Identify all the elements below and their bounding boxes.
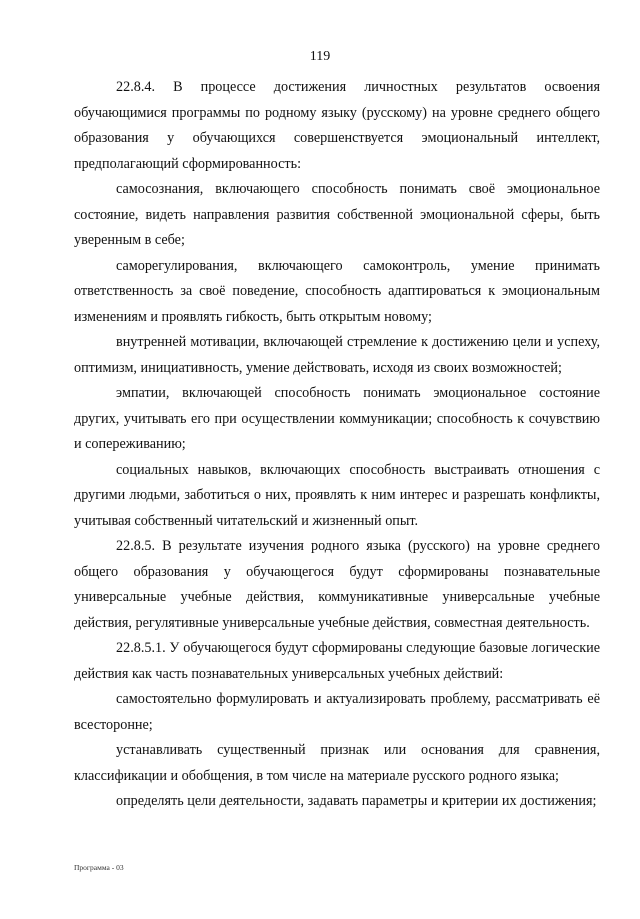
list-item-social-skills: социальных навыков, включающих способность выстраивать отношения с другими людьми, заботиться о них, проявлять к ним интерес и разрешать конфликты, учитывая собственный читательский и жизненный опыт. (74, 461, 600, 529)
list-item-self-awareness: самосознания, включающего способность понимать своё эмоциональное состояние, видеть направления развития собственной эмоциональной сферы, быть уверенным в себе; (74, 181, 600, 248)
body-text (74, 75, 600, 815)
paragraph-22-8-5: 22.8.5. В результате изучения родного языка (русского) на уровне среднего общего образования у обучающегося будут сформированы познавательные универсальные учебные действия, коммуникативные универсальные учебные действия, регулятивные универсальные учебные действия, совместная деятельность. (74, 538, 600, 631)
list-item-formulate-problem: самостоятельно формулировать и актуализировать проблему, рассматривать её всесторонне; (74, 691, 600, 733)
footer-program-label: Программа - 03 (74, 863, 124, 872)
list-item-establish-criteria: устанавливать существенный признак или основания для сравнения, классификации и обобщения, в том числе на материале русского родного языка; (74, 742, 600, 784)
page-number: 119 (309, 49, 331, 64)
list-item-define-goals: определять цели деятельности, задавать параметры и критерии их достижения; (116, 793, 597, 809)
list-item-self-regulation: саморегулирования, включающего самоконтроль, умение принимать ответственность за своё поведение, способность адаптироваться к эмоциональным изменениям и проявлять гибкость, быть открытым новому; (74, 257, 600, 325)
paragraph-22-8-5-1: 22.8.5.1. У обучающегося будут сформированы следующие базовые логические действия как часть познавательных универсальных учебных действий: (74, 640, 600, 682)
paragraph-22-8-4: 22.8.4. В процессе достижения личностных результатов освоения обучающимися программы по родному языку (русскому) на уровне среднего общего образования у обучающихся совершенствуется эмоциональный интеллект, предполагающий сформированность: (74, 79, 600, 172)
list-item-internal-motivation: внутренней мотивации, включающей стремление к достижению цели и успеху, оптимизм, инициативность, умение действовать, исходя из своих возможностей; (74, 334, 600, 376)
list-item-empathy: эмпатии, включающей способность понимать эмоциональное состояние других, учитывать его при осуществлении коммуникации; способность к сочувствию и сопереживанию; (74, 385, 600, 452)
